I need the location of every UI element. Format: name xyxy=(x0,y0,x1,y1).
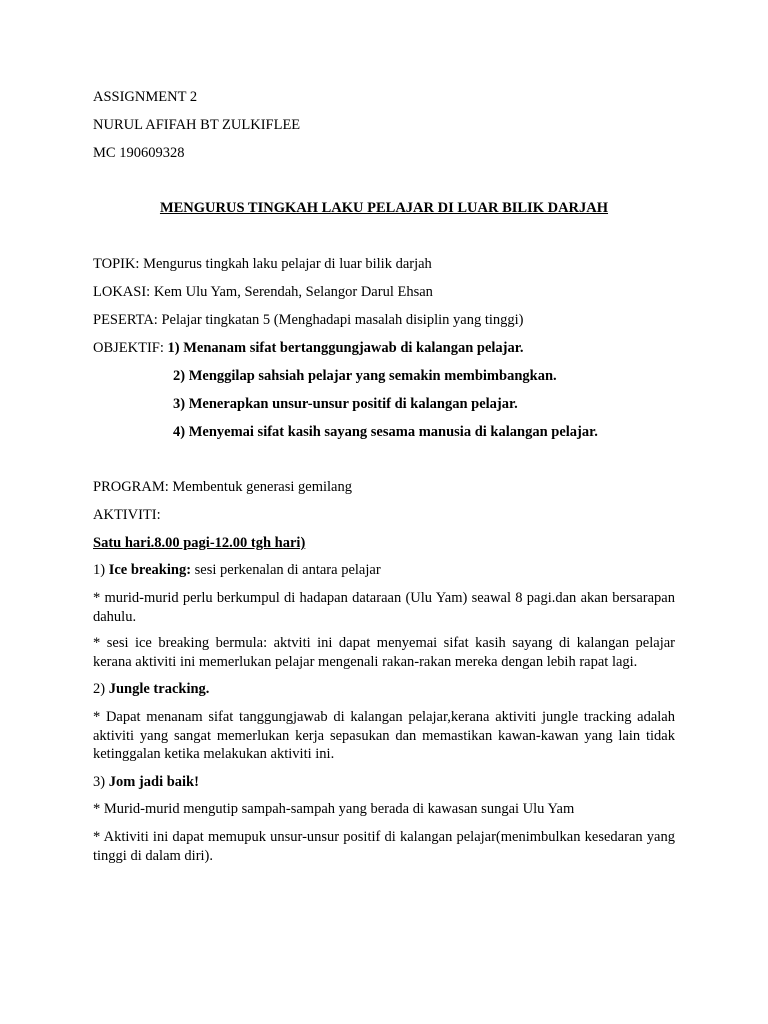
activity-3-heading xyxy=(93,773,199,791)
objektif-line xyxy=(93,339,524,357)
document-title: MENGURUS TINGKAH LAKU PELAJAR DI LUAR BILIK DARJAH xyxy=(159,200,609,216)
peserta-label: PESERTA: xyxy=(93,312,158,328)
objektif-item-2: 2) Menggilap sahsiah pelajar yang semakin membimbangkan. xyxy=(173,368,557,384)
lokasi-line xyxy=(93,283,433,301)
activity-3-point-2: * Aktiviti ini dapat memupuk unsur-unsur positif di kalangan pelajar(menimbulkan kesedaran yang tinggi di dalam diri). xyxy=(93,829,675,864)
program-line xyxy=(93,478,352,496)
topik-value: Mengurus tingkah laku pelajar di luar bilik darjah xyxy=(143,256,432,272)
activity-2-heading xyxy=(93,680,209,698)
objektif-item-4: 4) Menyemai sifat kasih sayang sesama manusia di kalangan pelajar. xyxy=(173,424,598,440)
activity-1-desc: sesi perkenalan di antara pelajar xyxy=(194,562,381,578)
activity-1-point-2: * sesi ice breaking bermula: aktviti ini dapat menyemai sifat kasih sayang di kalangan pelajar kerana aktiviti ini memerlukan pelajar mengenali rakan-rakan mereka dengan lebih rapat lagi. xyxy=(93,635,675,670)
activity-3-point-1: * Murid-murid mengutip sampah-sampah yang berada di kawasan sungai Ulu Yam xyxy=(93,801,575,817)
activity-1-heading xyxy=(93,561,381,579)
activity-3-number: 3) xyxy=(93,774,106,790)
assignment-line: ASSIGNMENT 2 xyxy=(93,89,198,105)
activity-3-name: Jom jadi baik! xyxy=(108,774,199,790)
objektif-label: OBJEKTIF: xyxy=(93,340,164,356)
program-value: Membentuk generasi gemilang xyxy=(172,479,352,495)
activity-2-number: 2) xyxy=(93,681,106,697)
topik-line xyxy=(93,255,432,273)
activity-2-point-1: * Dapat menanam sifat tanggungjawab di kalangan pelajar,kerana aktiviti jungle tracking adalah aktiviti yang sangat memerlukan kerja sepasukan dan memastikan kawan-kawan yang lain tidak ketinggalan ketika melakukan aktiviti ini. xyxy=(93,709,675,762)
lokasi-value: Kem Ulu Yam, Serendah, Selangor Darul Ehsan xyxy=(153,284,433,300)
objektif-item-3: 3) Menerapkan unsur-unsur positif di kalangan pelajar. xyxy=(173,396,518,412)
student-name: NURUL AFIFAH BT ZULKIFLEE xyxy=(93,117,301,133)
objektif-item-1: 1) Menanam sifat bertanggungjawab di kalangan pelajar. xyxy=(167,340,524,356)
activity-2-name: Jungle tracking. xyxy=(108,681,210,697)
activity-1-point-1: * murid-murid perlu berkumpul di hadapan dataraan (Ulu Yam) seawal 8 pagi.dan akan bersarapan dahulu. xyxy=(93,590,675,625)
peserta-value: Pelajar tingkatan 5 (Menghadapi masalah disiplin yang tinggi) xyxy=(161,312,524,328)
activity-1-name: Ice breaking: xyxy=(108,562,192,578)
topik-label: TOPIK: xyxy=(93,256,140,272)
aktiviti-label: AKTIVITI: xyxy=(93,507,161,523)
lokasi-label: LOKASI: xyxy=(93,284,151,300)
program-label: PROGRAM: xyxy=(93,479,169,495)
peserta-line xyxy=(93,311,523,329)
matric-number: MC 190609328 xyxy=(93,145,185,161)
schedule-line: Satu hari.8.00 pagi-12.00 tgh hari) xyxy=(93,535,306,551)
activity-1-number: 1) xyxy=(93,562,106,578)
